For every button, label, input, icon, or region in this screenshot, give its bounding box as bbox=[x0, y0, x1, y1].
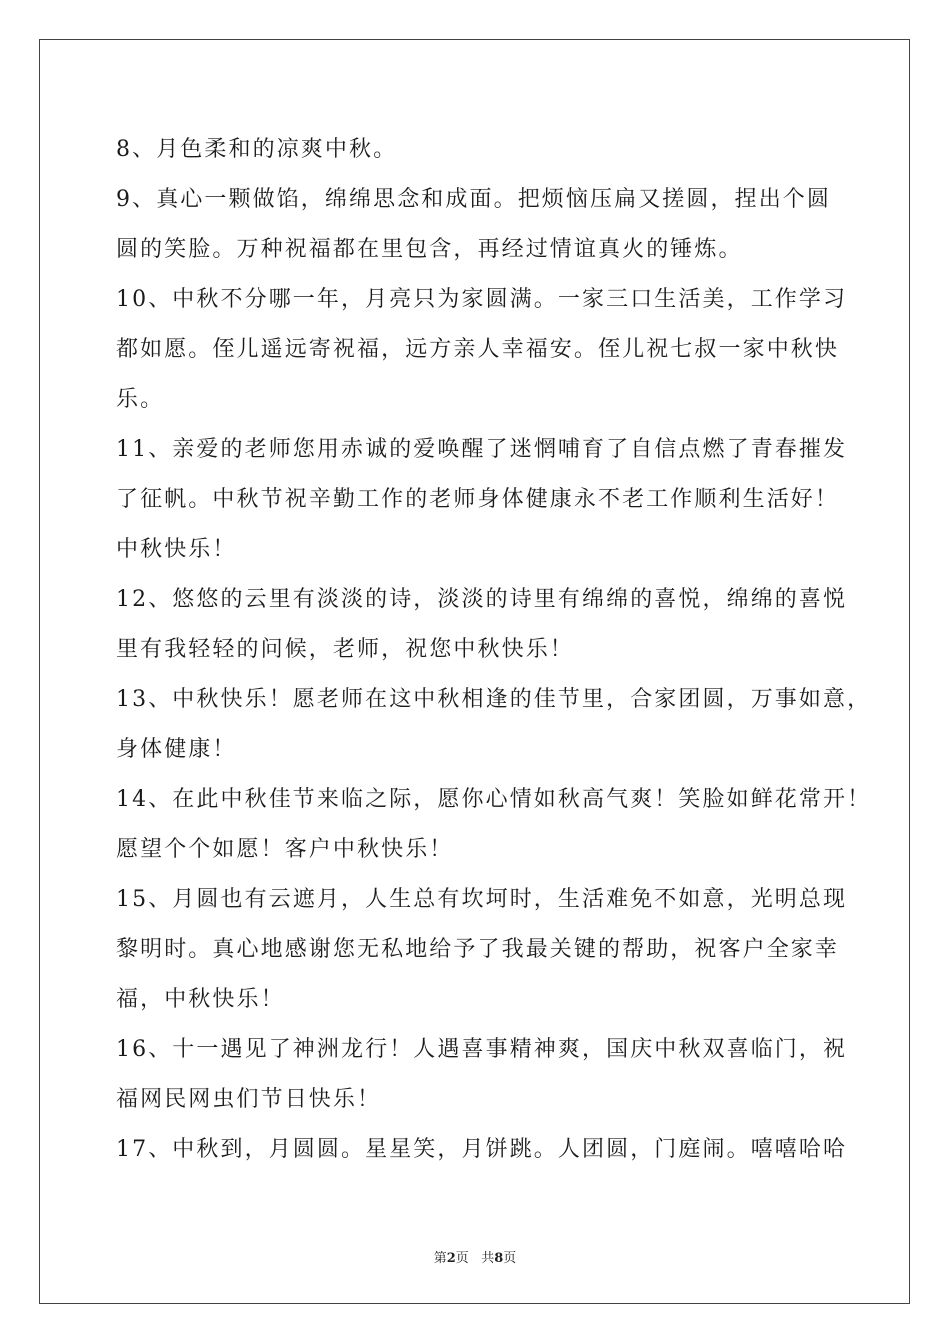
page-footer bbox=[0, 1247, 950, 1266]
total-label-suffix: 页 bbox=[503, 1251, 517, 1266]
text-line: 8、月色柔和的凉爽中秋。 bbox=[116, 137, 398, 162]
total-pages: 8 bbox=[494, 1251, 504, 1266]
text-line: 11、亲爱的老师您用赤诚的爱唤醒了迷惘哺育了自信点燃了青春摧发 bbox=[116, 437, 848, 462]
text-line: 13、中秋快乐！愿老师在这中秋相逢的佳节里，合家团圆，万事如意， bbox=[116, 687, 872, 712]
page-number: 2 bbox=[446, 1251, 456, 1266]
text-line: 了征帆。中秋节祝辛勤工作的老师身体健康永不老工作顺利生活好！ bbox=[116, 487, 840, 512]
text-line: 里有我轻轻的问候，老师，祝您中秋快乐！ bbox=[116, 637, 574, 662]
text-line: 圆的笑脸。万种祝福都在里包含，再经过情谊真火的锤炼。 bbox=[116, 237, 743, 262]
document-body bbox=[116, 125, 872, 1175]
text-line: 愿望个个如愿！客户中秋快乐！ bbox=[116, 837, 454, 862]
page-label-suffix: 页 bbox=[455, 1251, 469, 1266]
text-line: 9、真心一颗做馅，绵绵思念和成面。把烦恼压扁又搓圆，捏出个圆 bbox=[116, 187, 831, 212]
text-line: 16、十一遇见了神洲龙行！人遇喜事精神爽，国庆中秋双喜临门，祝 bbox=[116, 1037, 848, 1062]
text-line: 黎明时。真心地感谢您无私地给予了我最关键的帮助，祝客户全家幸 bbox=[116, 937, 840, 962]
text-line: 12、悠悠的云里有淡淡的诗，淡淡的诗里有绵绵的喜悦，绵绵的喜悦 bbox=[116, 587, 848, 612]
text-line: 福网民网虫们节日快乐！ bbox=[116, 1087, 382, 1112]
total-label-prefix: 共 bbox=[481, 1251, 495, 1266]
text-line: 都如愿。侄儿遥远寄祝福，远方亲人幸福安。侄儿祝七叔一家中秋快 bbox=[116, 337, 840, 362]
page-label-prefix: 第 bbox=[433, 1251, 447, 1266]
text-line: 中秋快乐！ bbox=[116, 537, 237, 562]
text-line: 身体健康！ bbox=[116, 737, 237, 762]
text-line: 乐。 bbox=[116, 387, 165, 412]
text-line: 10、中秋不分哪一年，月亮只为家圆满。一家三口生活美，工作学习 bbox=[116, 287, 848, 312]
text-line: 14、在此中秋佳节来临之际，愿你心情如秋高气爽！笑脸如鲜花常开！ bbox=[116, 787, 872, 812]
text-line: 17、中秋到，月圆圆。星星笑，月饼跳。人团圆，门庭闹。嘻嘻哈哈 bbox=[116, 1137, 848, 1162]
text-line: 福，中秋快乐！ bbox=[116, 987, 285, 1012]
text-line: 15、月圆也有云遮月，人生总有坎坷时，生活难免不如意，光明总现 bbox=[116, 887, 848, 912]
